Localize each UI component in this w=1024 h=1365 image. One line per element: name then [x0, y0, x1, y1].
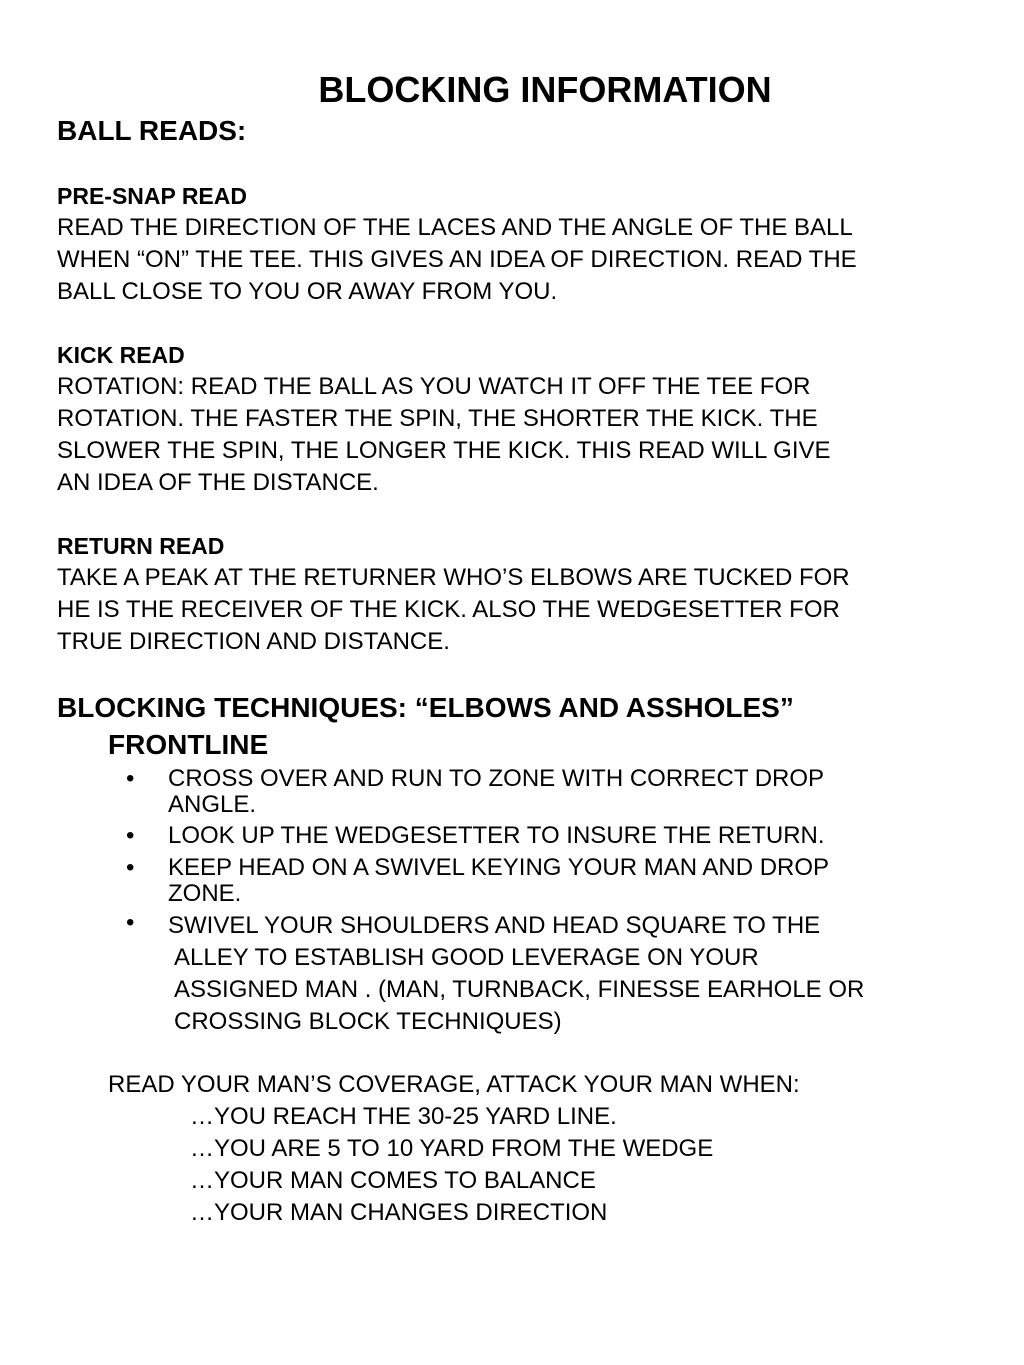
- bullet-text: [168, 910, 958, 1038]
- bullet-text: [168, 855, 958, 907]
- text-line: ALLEY TO ESTABLISH GOOD LEVERAGE ON YOUR: [174, 944, 759, 971]
- pre-snap-read-text: [57, 212, 977, 308]
- text-line: CROSSING BLOCK TECHNIQUES): [174, 1008, 562, 1035]
- bullet-text: [168, 823, 958, 849]
- attack-condition-item: …YOU REACH THE 30-25 YARD LINE.: [190, 1103, 617, 1130]
- text-line: WHEN “ON” THE TEE. THIS GIVES AN IDEA OF DIRECTION. READ THE: [57, 246, 857, 273]
- text-line: ASSIGNED MAN . (MAN, TURNBACK, FINESSE EARHOLE OR: [174, 976, 865, 1003]
- attack-condition-item: …YOUR MAN CHANGES DIRECTION: [190, 1199, 608, 1226]
- frontline-heading: FRONTLINE: [108, 729, 269, 760]
- text-line: CROSS OVER AND RUN TO ZONE WITH CORRECT DROP: [168, 765, 825, 792]
- blocking-techniques-heading: BLOCKING TECHNIQUES: “ELBOWS AND ASSHOLES”: [57, 692, 794, 723]
- return-read-text: [57, 562, 977, 658]
- bullet-icon: •: [126, 822, 135, 849]
- text-line: ZONE.: [168, 880, 242, 907]
- text-line: TAKE A PEAK AT THE RETURNER WHO’S ELBOWS ARE TUCKED FOR: [57, 564, 850, 591]
- text-line: ROTATION. THE FASTER THE SPIN, THE SHORTER THE KICK. THE: [57, 405, 818, 432]
- ball-reads-heading: BALL READS:: [57, 115, 247, 146]
- page-title: BLOCKING INFORMATION: [318, 69, 772, 110]
- text-line: AN IDEA OF THE DISTANCE.: [57, 469, 379, 496]
- return-read-heading: RETURN READ: [57, 533, 225, 559]
- text-line: SWIVEL YOUR SHOULDERS AND HEAD SQUARE TO THE: [168, 912, 821, 939]
- text-line: HE IS THE RECEIVER OF THE KICK. ALSO THE WEDGESETTER FOR: [57, 596, 840, 623]
- bullet-text: [168, 766, 958, 818]
- text-line: SLOWER THE SPIN, THE LONGER THE KICK. THIS READ WILL GIVE: [57, 437, 831, 464]
- attack-intro-text: READ YOUR MAN’S COVERAGE, ATTACK YOUR MAN WHEN:: [108, 1071, 800, 1098]
- bullet-icon: •: [126, 765, 135, 792]
- bullet-icon: •: [126, 909, 135, 936]
- text-line: TRUE DIRECTION AND DISTANCE.: [57, 628, 450, 655]
- kick-read-text: [57, 371, 977, 499]
- text-line: READ THE DIRECTION OF THE LACES AND THE ANGLE OF THE BALL: [57, 214, 853, 241]
- bullet-icon: •: [126, 854, 135, 881]
- attack-condition-item: …YOUR MAN COMES TO BALANCE: [190, 1167, 596, 1194]
- pre-snap-read-heading: PRE-SNAP READ: [57, 183, 247, 209]
- kick-read-heading: KICK READ: [57, 342, 185, 368]
- text-line: KEEP HEAD ON A SWIVEL KEYING YOUR MAN AND DROP: [168, 854, 830, 881]
- text-line: BALL CLOSE TO YOU OR AWAY FROM YOU.: [57, 278, 558, 305]
- text-line: ANGLE.: [168, 791, 257, 818]
- attack-condition-item: …YOU ARE 5 TO 10 YARD FROM THE WEDGE: [190, 1135, 714, 1162]
- text-line: LOOK UP THE WEDGESETTER TO INSURE THE RETURN.: [168, 822, 825, 849]
- text-line: ROTATION: READ THE BALL AS YOU WATCH IT OFF THE TEE FOR: [57, 373, 811, 400]
